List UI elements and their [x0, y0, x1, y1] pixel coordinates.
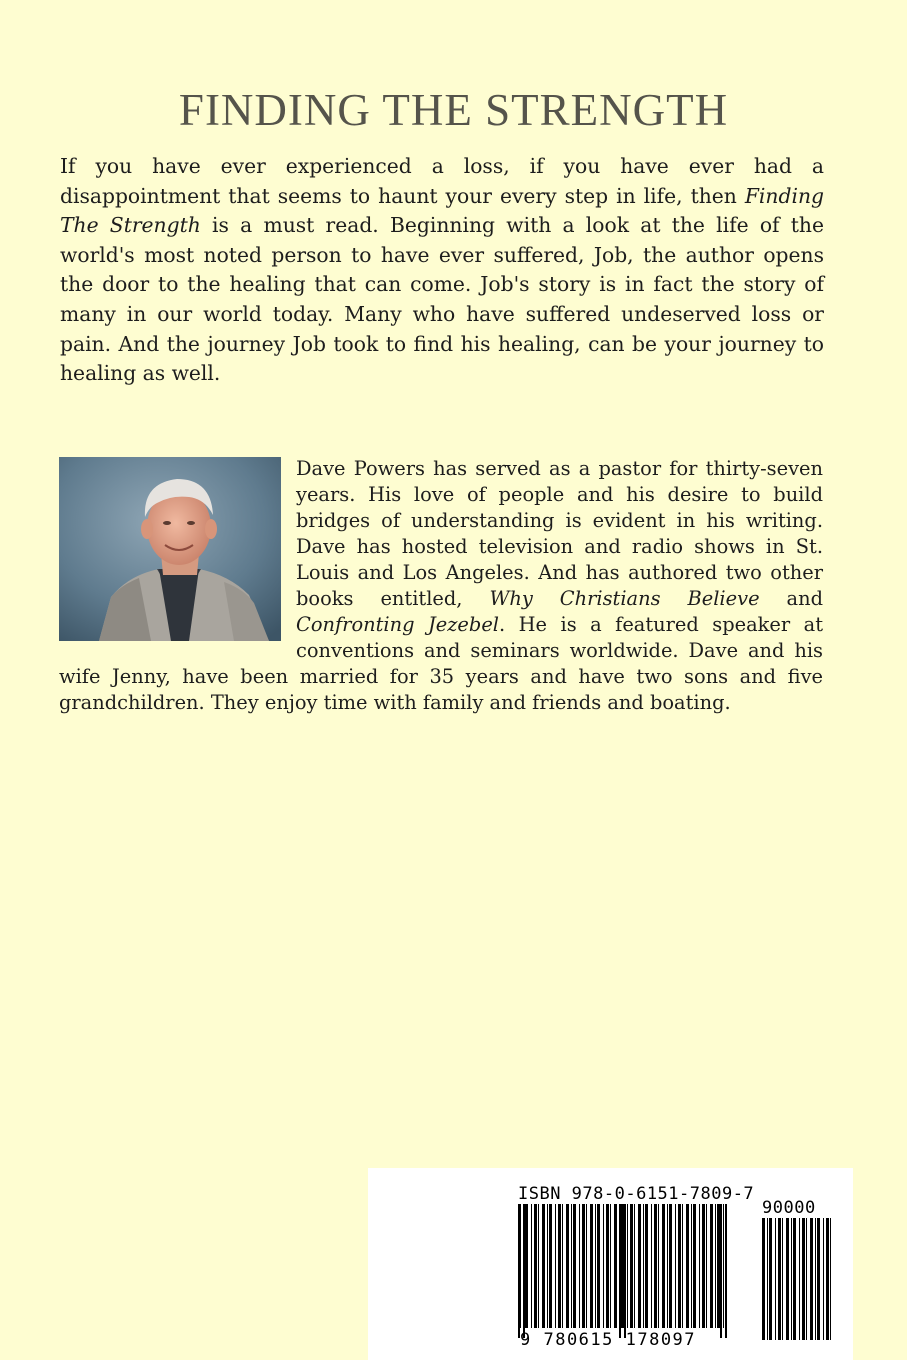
bio-book-2: Confronting Jezebel: [296, 613, 500, 636]
book-title: FINDING THE STRENGTH: [178, 85, 729, 135]
description-text-1: If you have ever experienced a loss, if you have ever had a disappointment that seems to haunt your every step in life, then: [60, 154, 824, 208]
bio-and: and: [759, 587, 823, 610]
bio-text-2: . He is a featured speaker at conventions and seminars worldwide. Dave and his wife Jenny, have been married for 35 years and have two sons and five grandchildren. They enjoy time with family and friends and boating.: [59, 613, 823, 714]
isbn-label: ISBN 978-0-6151-7809-7: [518, 1184, 755, 1204]
description-text-2: is a must read. Beginning with a look at the life of the world's most noted person to have ever suffered, Job, the author opens the door to the healing that can come. Job's story is in fact the story of many in our world today. Many who have suffered undeserved loss or pain. And the journey Job took to find his healing, can be your journey to healing as well.: [60, 213, 824, 386]
description-book-title: Finding The Strength: [60, 183, 824, 238]
price-code: 90000: [762, 1198, 816, 1218]
barcode-digits: 9 780615 178097: [520, 1330, 697, 1350]
bio-text-1: Dave Powers has served as a pastor for thirty-seven years. His love of people and his desire to build bridges of understanding is evident in his writing. Dave has hosted television and radio shows in St. Louis and Los Angeles. And has authored two other books entitled,: [296, 457, 823, 610]
bio-book-1: Why Christians Believe: [489, 587, 760, 610]
